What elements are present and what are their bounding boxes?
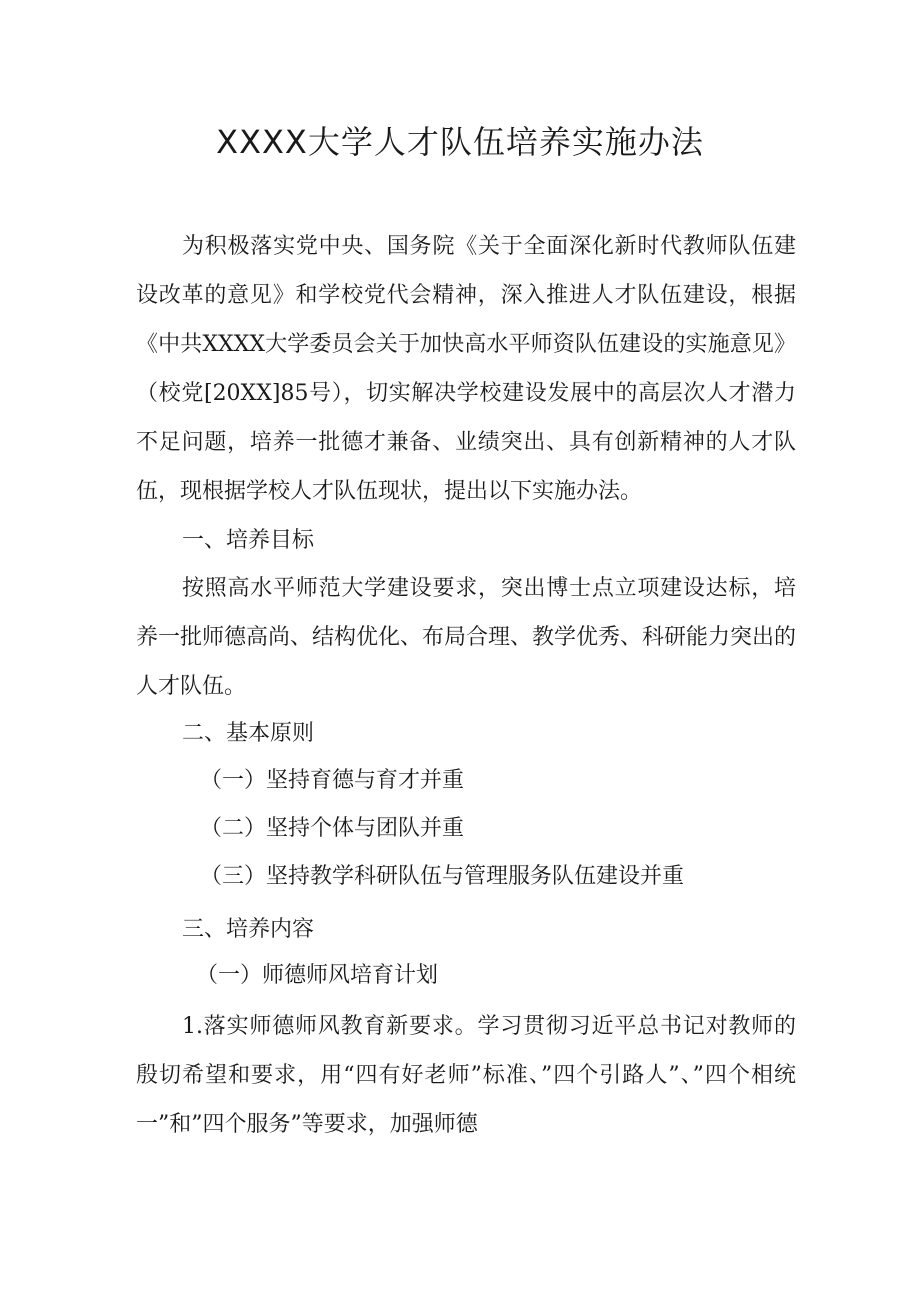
goals-paragraph: 按照高水平师范大学建设要求，突出博士点立项建设达标，培养一批师德高尚、结构优化、布局合理、教学优秀、科研能力突出的人才队伍。 bbox=[136, 576, 797, 699]
section-heading-content: 三、培养内容 bbox=[182, 917, 315, 942]
subsection-heading-ethics: （一）师德师风培育计划 bbox=[196, 963, 439, 988]
principle-item: （三）坚持教学科研队伍与管理服务队伍建设并重 bbox=[200, 864, 685, 889]
intro-paragraph: 为积极落实党中央、国务院《关于全面深化新时代教师队伍建设改革的意见》和学校党代会精神，深入推进人才队伍建设，根据《中共XXXX大学委员会关于加快高水平师资队伍建设的实施意见》（校党[20XX]85号），切实解决学校建设发展中的高层次人才潜力不足问题，培养一批德才兼备、业绩突出、具有创新精神的人才队伍，现根据学校人才队伍现状，提出以下实施办法。 bbox=[136, 234, 796, 504]
principle-item: （二）坚持个体与团队并重 bbox=[200, 816, 465, 841]
section-heading-principles: 二、基本原则 bbox=[182, 721, 315, 746]
document-title: XXXX大学人才队伍培养实施办法 bbox=[216, 123, 704, 161]
principle-item: （一）坚持育德与育才并重 bbox=[200, 768, 465, 793]
ethics-paragraph: 1.落实师德师风教育新要求。学习贯彻习近平总书记对教师的殷切希望和要求，用“四有好老师”标准、”四个引路人”、”四个相统一”和”四个服务”等要求，加强师德 bbox=[136, 1014, 796, 1137]
section-heading-goals: 一、培养目标 bbox=[182, 528, 315, 553]
